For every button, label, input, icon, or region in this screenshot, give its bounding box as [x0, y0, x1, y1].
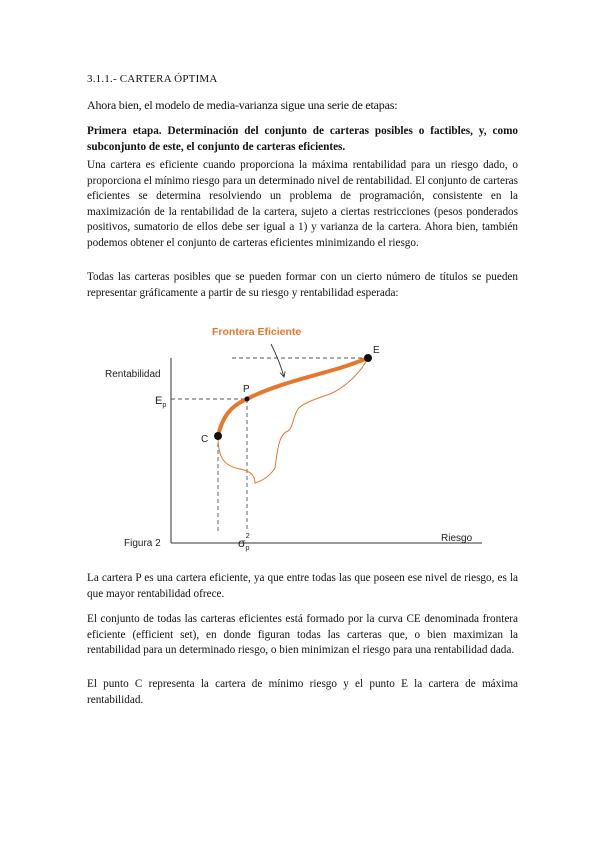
x-axis-label: Riesgo [441, 533, 473, 544]
point-c-label: C [201, 434, 209, 445]
figure-caption: Figura 2 [124, 538, 161, 549]
efficient-frontier-figure [100, 318, 500, 558]
point-e-marker [364, 354, 372, 362]
intro-paragraph: Ahora bien, el modelo de media-varianza sigue una serie de etapas: [87, 98, 398, 112]
frontier-label: Frontera Eficiente [212, 326, 302, 338]
point-p-label: P [243, 384, 250, 395]
sigma-p-label: $\sigma_p2$ [238, 531, 250, 552]
paragraph-portfolio-p: La cartera P es una cartera eficiente, ya que entre todas las que poseen ese nivel de riesgo, es la que mayor rentabilidad ofrece. [87, 572, 518, 600]
paragraph-efficient-portfolio: Una cartera es eficiente cuando proporciona la máxima rentabilidad para un riesgo dado, o proporciona el mínimo riesgo para un determinado nivel de rentabilidad. El conjunto de carteras eficientes se determina resolviendo un problema de programación, consistente en la maximización de la rentabilidad de la cartera, sujeto a ciertas restricciones (pesos ponderados positivos, sumatorio de ellos debe ser igual a 1) y varianza de la cartera. Ahora bien, también podemos obtener el conjunto de carteras eficientes minimizando el riesgo. [87, 159, 518, 249]
y-axis-label: Rentabilidad [105, 369, 161, 380]
paragraph-points-c-e: El punto C representa la cartera de mínimo riesgo y el punto E la cartera de máxima rentabilidad. [87, 678, 518, 706]
feasible-set-outline [218, 358, 368, 483]
stage-heading: Primera etapa. Determinación del conjunto de carteras posibles o factibles, y, como subconjunto de este, el conjunto de carteras eficientes. [87, 125, 518, 153]
point-p-marker [245, 397, 250, 402]
efficient-frontier-curve [218, 358, 368, 436]
point-c-marker [214, 432, 222, 440]
paragraph-efficient-set: El conjunto de todas las carteras eficientes está formado por la curva CE denominada frontera eficiente (efficient set), en donde figuran todas las carteras que, o bien maximizan la rentabilidad para un determinado riesgo, o bien minimizan el riesgo para una rentabilidad dada. [87, 613, 518, 656]
ep-label: $E_p$ [155, 395, 167, 409]
paragraph-graphical-representation: Todas las carteras posibles que se pueden formar con un cierto número de títulos se pueden representar gráficamente a partir de su riesgo y rentabilidad esperada: [87, 271, 518, 299]
point-e-label: E [373, 345, 380, 356]
frontier-pointer-arrow [271, 344, 284, 377]
section-heading: 3.1.1.- CARTERA ÓPTIMA [87, 73, 218, 85]
